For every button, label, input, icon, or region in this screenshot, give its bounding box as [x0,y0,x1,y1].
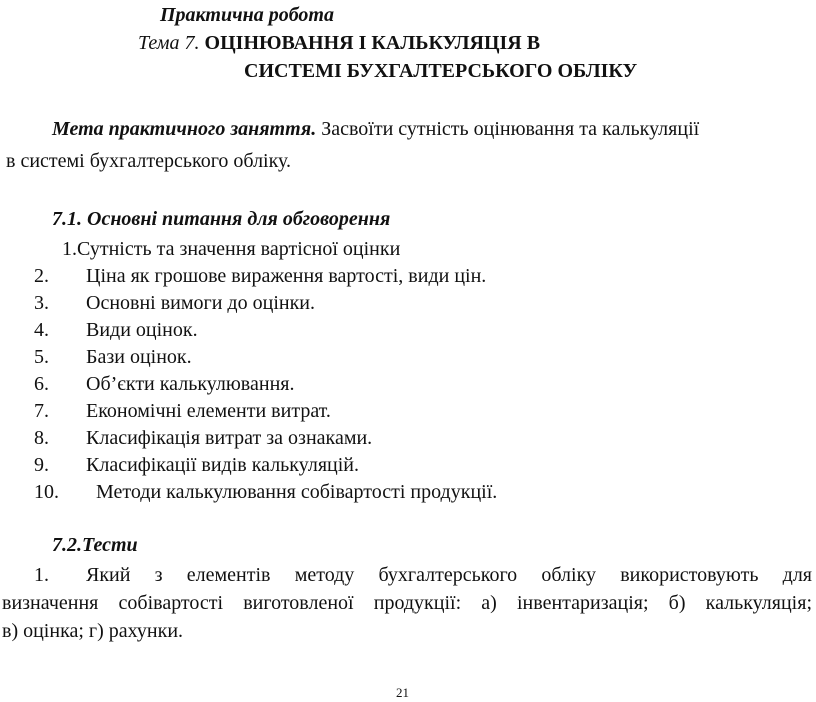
section1-heading-num: 7.1. [52,208,82,230]
test-question-line1 [34,562,812,588]
list-item-text: Методи калькулювання собівартості продукції. [96,481,498,503]
list-item-text: Класифікація витрат за ознаками. [86,427,373,449]
list-item [34,398,331,424]
list-item-num: 3. [34,292,49,314]
topic-title: ОЦІНЮВАННЯ І КАЛЬКУЛЯЦІЯ В [204,32,541,54]
list-item-num: 10. [34,481,59,503]
section1-heading [52,206,390,232]
list-item-num: 7. [34,400,49,422]
list-item-num: 2. [34,265,49,287]
goal-text-1: Засвоїти сутність оцінювання та калькуляції [321,118,700,140]
list-item-text: Види оцінок. [86,319,198,341]
list-item-text: Економічні елементи витрат. [86,400,331,422]
list-item-num: 8. [34,427,49,449]
test-question-line3: в) оцінка; г) рахунки. [2,620,184,642]
test-question-text: Який з елементів методу бухгалтерського обліку використовують для [86,564,812,586]
list-item-text: Бази оцінок. [86,346,192,368]
list-item-num: 1. [62,238,77,260]
section1-heading-text: Основні питання для обговорення [87,208,391,230]
list-item [34,317,198,343]
list-item-num: 4. [34,319,49,341]
work-label: Практична робота [160,4,334,26]
topic-prefix: Тема 7. [138,32,200,54]
list-item-num: 9. [34,454,49,476]
test-question-num: 1. [34,564,49,586]
list-item [34,344,192,370]
list-item-text: Основні вимоги до оцінки. [86,292,315,314]
list-item [34,290,315,316]
list-item-text: Об’єкти калькулювання. [86,373,295,395]
topic-title-line2: СИСТЕМІ БУХГАЛТЕРСЬКОГО ОБЛІКУ [244,60,638,82]
list-item-num: 6. [34,373,49,395]
list-item [34,263,486,289]
list-item [34,425,372,451]
list-item-text: Сутність та значення вартісної оцінки [77,238,401,260]
list-item [34,452,359,478]
section2-heading: 7.2.Тести [52,534,138,556]
list-item-text: Класифікації видів калькуляцій. [86,454,359,476]
list-item [34,479,497,505]
page-number: 21 [396,685,409,700]
goal-label: Мета практичного заняття. [52,118,317,140]
list-item-text: Ціна як грошове вираження вартості, види цін. [86,265,487,287]
list-item [62,236,400,262]
topic-title-line1 [138,30,540,56]
goal-text-2: в системі бухгалтерського обліку. [6,150,292,172]
list-item-num: 5. [34,346,49,368]
list-item [34,371,294,397]
test-question-line2: визначення собівартості виготовленої продукції: а) інвентаризація; б) калькуляція; [2,592,812,614]
goal-line1 [52,116,699,142]
